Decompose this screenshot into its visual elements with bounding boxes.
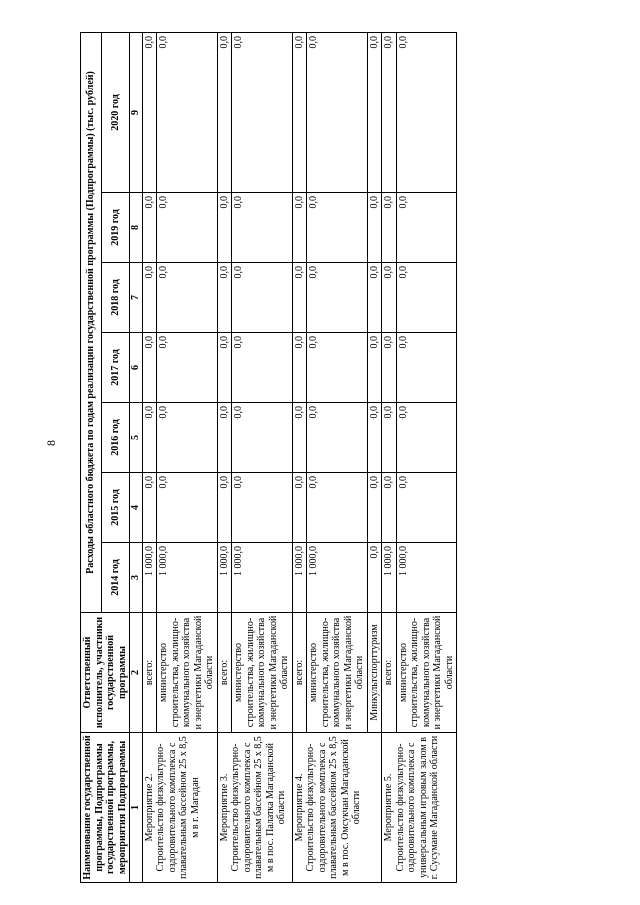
value-cell: 0,0	[396, 263, 457, 333]
executor-cell: всего:	[142, 613, 157, 733]
column-number: 1	[130, 733, 143, 883]
measure-name-cell	[217, 733, 292, 883]
measure-title: Мероприятие 3.	[218, 773, 230, 842]
executor-cell: министерство строительства, жилищно-коммунального хозяйства и энергетики Магаданской области	[396, 613, 457, 733]
value-cell: 0,0	[307, 193, 368, 263]
value-cell: 0,0	[396, 473, 457, 543]
value-cell: 0,0	[307, 473, 368, 543]
value-cell: 0,0	[292, 263, 307, 333]
column-number: 6	[130, 333, 143, 403]
value-cell: 0,0	[217, 32, 232, 192]
value-cell: 0,0	[232, 32, 293, 192]
value-cell: 0,0	[217, 473, 232, 543]
value-cell: 0,0	[292, 403, 307, 473]
value-cell: 0,0	[232, 473, 293, 543]
header-year: 2018 год	[102, 263, 130, 333]
value-cell: 0,0	[382, 333, 397, 403]
executor-cell: министерство строительства, жилищно-коммунального хозяйства и энергетики Магаданской области	[157, 613, 218, 733]
value-cell: 0,0	[367, 263, 382, 333]
header-year: 2016 год	[102, 403, 130, 473]
value-cell: 0,0	[396, 193, 457, 263]
value-cell: 0,0	[217, 263, 232, 333]
value-cell: 0,0	[142, 32, 157, 192]
value-cell: 1 000,0	[396, 543, 457, 613]
value-cell: 0,0	[367, 32, 382, 192]
measure-description: Строительство физкультурно-оздоровительного комплекса с плавательным бассейном 25 х 8,5 м в пос. Палатка Магаданской области	[230, 736, 287, 879]
value-cell: 0,0	[307, 403, 368, 473]
table-row	[382, 32, 397, 882]
value-cell: 0,0	[232, 333, 293, 403]
value-cell: 0,0	[157, 193, 218, 263]
value-cell: 0,0	[292, 32, 307, 192]
value-cell: 0,0	[157, 473, 218, 543]
executor-cell: министерство строительства, жилищно-коммунального хозяйства и энергетики Магаданской области	[307, 613, 368, 733]
value-cell: 0,0	[292, 193, 307, 263]
value-cell: 0,0	[157, 403, 218, 473]
measure-title: Мероприятие 5.	[383, 773, 394, 842]
value-cell: 0,0	[292, 473, 307, 543]
measure-description: Строительство физкультурно-оздоровительного комплекса с плавательным бассейном 25 х 8,5 м в пос. Омсукчан Магаданской области	[305, 736, 362, 879]
table-row	[292, 32, 307, 882]
value-cell: 0,0	[217, 333, 232, 403]
value-cell: 1 000,0	[157, 543, 218, 613]
column-number: 7	[130, 263, 143, 333]
value-cell: 0,0	[367, 543, 382, 613]
value-cell: 0,0	[367, 403, 382, 473]
header-year: 2017 год	[102, 333, 130, 403]
value-cell: 0,0	[307, 263, 368, 333]
value-cell: 0,0	[382, 263, 397, 333]
page-number: 8	[44, 440, 58, 446]
value-cell: 1 000,0	[232, 543, 293, 613]
measure-description: Строительство физкультурно-оздоровительного комплекса с универсальным игровым залом в г. Сусумане Магаданской области	[394, 735, 440, 880]
executor-cell: министерство строительства, жилищно-коммунального хозяйства и энергетики Магаданской области	[232, 613, 293, 733]
header-year: 2014 год	[102, 543, 130, 613]
value-cell: 0,0	[217, 193, 232, 263]
column-number: 9	[130, 32, 143, 192]
value-cell: 0,0	[142, 403, 157, 473]
value-cell: 0,0	[382, 32, 397, 192]
value-cell: 0,0	[396, 403, 457, 473]
measure-name-cell	[142, 733, 217, 883]
measure-title: Мероприятие 4.	[293, 773, 305, 842]
budget-table	[80, 32, 457, 883]
header-year: 2020 год	[102, 32, 130, 192]
header-expenses: Расходы областного бюджета по годам реализации государственной программы (Подпрограммы) (тыс. рублей)	[81, 32, 102, 612]
column-number: 4	[130, 473, 143, 543]
budget-table-rotated	[80, 33, 605, 883]
column-number: 8	[130, 193, 143, 263]
value-cell: 0,0	[142, 193, 157, 263]
value-cell: 0,0	[367, 473, 382, 543]
value-cell: 0,0	[367, 193, 382, 263]
value-cell: 0,0	[217, 403, 232, 473]
value-cell: 0,0	[157, 333, 218, 403]
executor-cell: Минкультспорттуризм	[367, 613, 382, 733]
value-cell: 0,0	[307, 333, 368, 403]
table-row	[217, 32, 232, 882]
executor-cell: всего:	[217, 613, 232, 733]
value-cell: 0,0	[396, 32, 457, 192]
value-cell: 0,0	[232, 263, 293, 333]
value-cell: 1 000,0	[382, 543, 397, 613]
value-cell: 0,0	[367, 333, 382, 403]
value-cell: 1 000,0	[142, 543, 157, 613]
column-number: 2	[130, 613, 143, 733]
value-cell: 0,0	[292, 333, 307, 403]
measure-description: Строительство физкультурно-оздоровительного комплекса с плавательным бассейном 25 х 8,5 м в г. Магадан	[155, 736, 201, 879]
executor-cell: всего:	[292, 613, 307, 733]
table-row	[142, 32, 157, 882]
header-name: Наименование государственной программы, Подпрограммы государственной программы, мероприятия Подпрограммы	[81, 733, 130, 883]
value-cell: 1 000,0	[292, 543, 307, 613]
value-cell: 0,0	[232, 193, 293, 263]
value-cell: 0,0	[382, 193, 397, 263]
value-cell: 0,0	[396, 333, 457, 403]
header-year: 2015 год	[102, 473, 130, 543]
column-number: 5	[130, 403, 143, 473]
measure-name-cell	[382, 733, 457, 883]
value-cell: 0,0	[142, 263, 157, 333]
value-cell: 0,0	[232, 403, 293, 473]
measure-title: Мероприятие 2.	[143, 773, 155, 842]
value-cell: 0,0	[142, 473, 157, 543]
value-cell: 1 000,0	[217, 543, 232, 613]
column-number: 3	[130, 543, 143, 613]
header-year: 2019 год	[102, 193, 130, 263]
value-cell: 0,0	[142, 333, 157, 403]
value-cell: 0,0	[307, 32, 368, 192]
executor-cell: всего:	[382, 613, 397, 733]
measure-name-cell	[292, 733, 382, 883]
value-cell: 0,0	[157, 263, 218, 333]
value-cell: 1 000,0	[307, 543, 368, 613]
header-executor: Ответственный исполнитель, участники государственной программы	[81, 613, 130, 733]
value-cell: 0,0	[157, 32, 218, 192]
value-cell: 0,0	[382, 403, 397, 473]
value-cell: 0,0	[382, 473, 397, 543]
